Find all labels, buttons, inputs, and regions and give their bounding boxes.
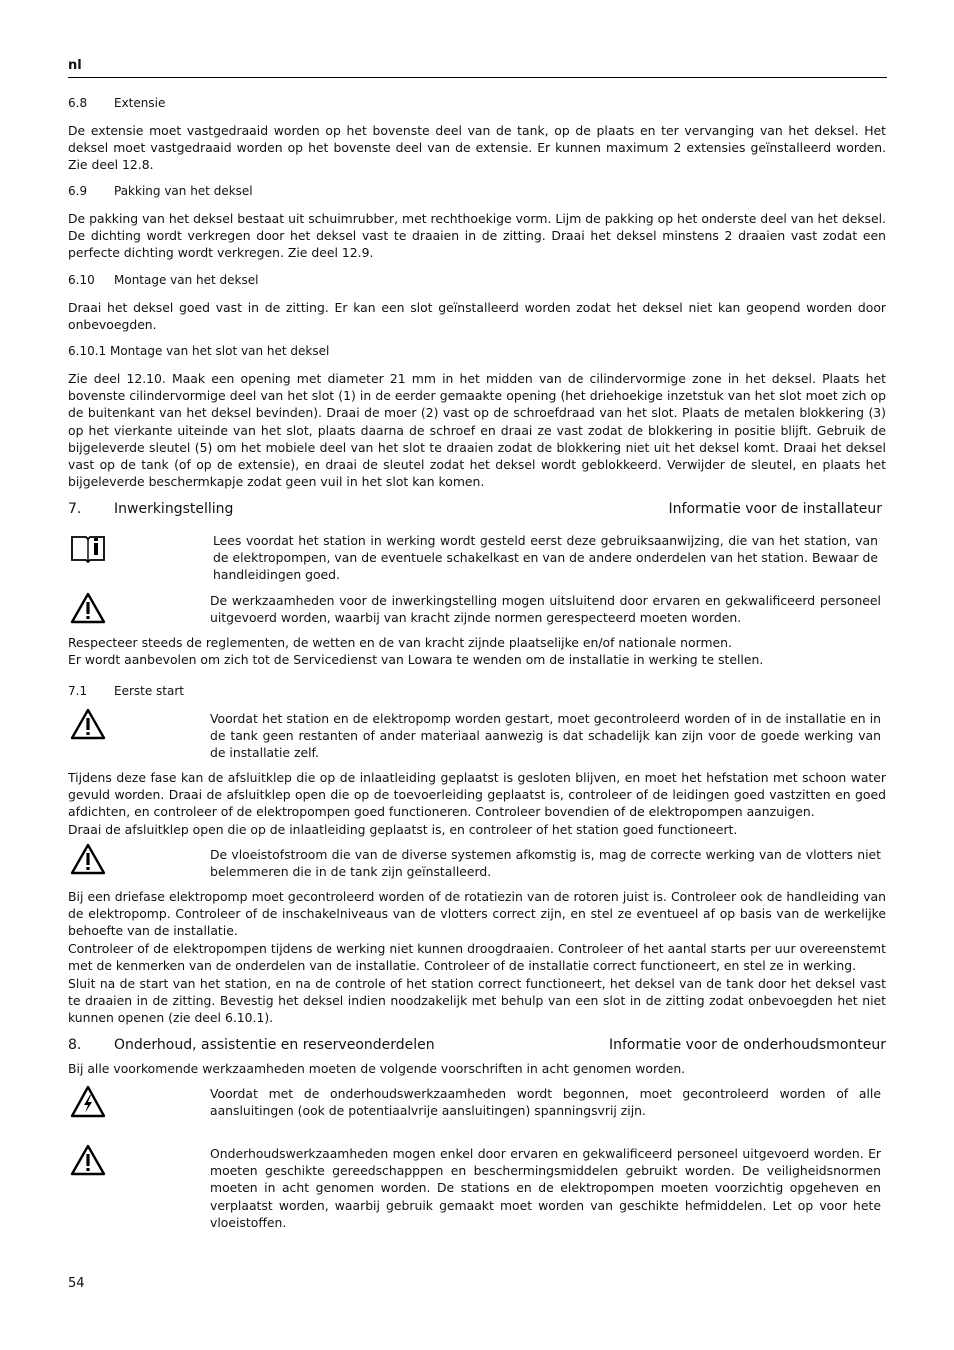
section-number: 7.1 [68,684,88,698]
electric-hazard-icon [70,1085,106,1119]
section-number: 6.9 [68,184,88,198]
warning-icon [70,1144,106,1178]
page-number: 54 [68,1276,85,1291]
warning-text-7-1: Voordat het station en de elektropomp worden gestart, moet gecontroleerd worden of in de installatie en in de tank geen restanten of ander materiaal aanwezig is dat schadelijk kan zijn voor de goede werking van de installatie zelf. [210,711,881,761]
section-number: 7. [68,501,82,517]
heading-8 [68,1037,886,1053]
paragraph-7-1-b: Draai de afsluitklep open die op de inlaatleiding geplaatst is, en controleer of het station goed functioneert. [68,822,738,837]
warning-icon [70,843,106,877]
heading-6-10-1: 6.10.1 Montage van het slot van het deksel [68,344,330,358]
paragraph-6-10-1: Zie deel 12.10. Maak een opening met diameter 21 mm in het midden van de cilindervormige zone in het deksel. Plaats het bovenste cilindervormige deel van het slot (1) in de eerder gemaakte opening (het driehoekige inzetstuk van het slot moet zich op de buitenkant van het deksel bevinden). Draai de moer (2) vast op de schroefdraad van het slot. Plaats de metalen blokkering (3) op het vierkante uiteinde van het slot, plaats daarna de schroef en draai ze vast zodat de blokkering in positie blijft. Gebruik de bijgeleverde sleutel (5) om het mobiele deel van het slot te draaien zodat de blokkering niet uit het deksel komt. Draai het deksel vast op de tank (of op de extensie), en draai de sleutel zodat het deksel wordt geblokkeerd. Verwijder de sleutel, en plaats het bijgeleverde beschermkapje zodat geen vuil in het slot kan komen. [68,371,886,490]
paragraph-7-1-a: Tijdens deze fase kan de afsluitklep die op de inlaatleiding geplaatst is gesloten blijven, en moet het hefstation met schoon water gevuld worden. Draai de afsluitklep open die op de toevoerleiding geplaatst is, controleer of de leidingen goed vastzitten en goed afdichten, en controleer of de elektropompen goed functioneren. Controleer bovendien of de elektropompen aanzuigen. [68,770,886,820]
section-title: Extensie [114,96,166,110]
manual-book-icon [70,533,106,567]
heading-6-8 [68,96,165,110]
heading-6-9 [68,184,253,198]
heading-7-1 [68,684,184,698]
audience-label: Informatie voor de onderhoudsmonteur [609,1037,886,1053]
heading-7 [68,501,886,517]
section-title: Inwerkingstelling [114,501,234,517]
section-number: 8. [68,1037,82,1053]
section-title: Montage van het deksel [114,273,259,287]
paragraph-7-service: Er wordt aanbevolen om zich tot de Servicedienst van Lowara te wenden om de installatie in werking te stellen. [68,652,764,667]
manual-note: Lees voordat het station in werking wordt gesteld eerst deze gebruiksaanwijzing, die van het station, van de elektropompen, van de eventuele schakelkast en van de andere onderdelen van het station. Bewaar de handleidingen goed. [213,533,878,583]
warning-text-floats: De vloeistofstroom die van de diverse systemen afkomstig is, mag de correcte werking van de vlotters niet belemmeren die in de tank zijn geïnstalleerd. [210,847,881,880]
paragraph-7-1-c: Bij een driefase elektropomp moet gecontroleerd worden of de rotatiezin van de rotoren juist is. Controleer ook de handleiding van de elektropomp. Controleer of de inschakelniveaus van de vlotters correct zijn, en stel ze eventueel af op basis van de werkelijke behoefte van de installatie. [68,889,886,939]
electric-warning-text: Voordat met de onderhoudswerkzaamheden wordt begonnen, moet gecontroleerd worden of alle aansluitingen (ook de potentiaalvrije aansluitingen) spanningsvrij zijn. [210,1086,881,1119]
paragraph-6-8: De extensie moet vastgedraaid worden op het bovenste deel van de tank, op de plaats en ter vervanging van het deksel. Het deksel moet vastgedraaid worden op het bovenste deel van de extensie. Er kunnen maximum 2 extensies geïnstalleerd worden. Zie deel 12.8. [68,123,886,173]
section-title: Pakking van het deksel [114,184,253,198]
language-code: nl [68,58,82,73]
paragraph-6-9: De pakking van het deksel bestaat uit schuimrubber, met rechthoekige vorm. Lijm de pakking op het onderste deel van het deksel. De dichting wordt verkregen door het deksel vast te draaien in de zitting. Draai het deksel minstens 2 draaien vast zodat een perfecte dichting wordt verkregen. Zie deel 12.9. [68,211,886,261]
section-number: 6.8 [68,96,88,110]
paragraph-7-norms: Respecteer steeds de reglementen, de wetten en de van kracht zijnde plaatselijke en/of nationale normen. [68,635,732,650]
audience-label: Informatie voor de installateur [668,501,882,517]
paragraph-8-intro: Bij alle voorkomende werkzaamheden moeten de volgende voorschriften in acht genomen worden. [68,1061,686,1076]
section-number: 6.10 [68,273,95,287]
warning-icon [70,592,106,626]
heading-6-10 [68,273,258,287]
warning-icon [70,708,106,742]
paragraph-6-10: Draai het deksel goed vast in de zitting. Er kan een slot geïnstalleerd worden zodat het deksel niet kan geopend worden door onbevoegden. [68,300,886,333]
section-title: Onderhoud, assistentie en reserveonderdelen [114,1037,435,1053]
warning-text-7: De werkzaamheden voor de inwerkingstelling mogen uitsluitend door ervaren en gekwalificeerd personeel uitgevoerd worden, waarbij van kracht zijnde normen gerespecteerd moeten worden. [210,593,881,626]
header-rule [68,77,887,78]
paragraph-7-1-d: Controleer of de elektropompen tijdens de werking niet kunnen droogdraaien. Controleer of het aantal starts per uur overeenstemt met de kenmerken van de onderdelen van de installatie. Controleer of de installatie correct functioneert, en stel ze in werking. [68,941,886,974]
section-title: Eerste start [114,684,185,698]
maintenance-warning-text: Onderhoudswerkzaamheden mogen enkel door ervaren en gekwalificeerd personeel uitgevoerd worden. Er moeten geschikte gereedschapppen en beschermingsmiddelen gebruikt worden. De veiligheidsnormen moeten in acht genomen worden. De stations en de elektropompen moeten voorzichtig opgeheven en verplaatst worden, waarbij gebruik gemaakt moet worden van geschikte hefmiddelen. Let op voor hete vloeistoffen. [210,1146,881,1230]
paragraph-7-1-e: Sluit na de start van het station, en na de controle of het station correct functioneert, het deksel van de tank door het deksel vast te draaien in de zitting. Bevestig het deksel indien noodzakelijk met behulp van een slot in de zitting zodat onbevoegden het niet kunnen openen (zie deel 6.10.1). [68,976,886,1026]
